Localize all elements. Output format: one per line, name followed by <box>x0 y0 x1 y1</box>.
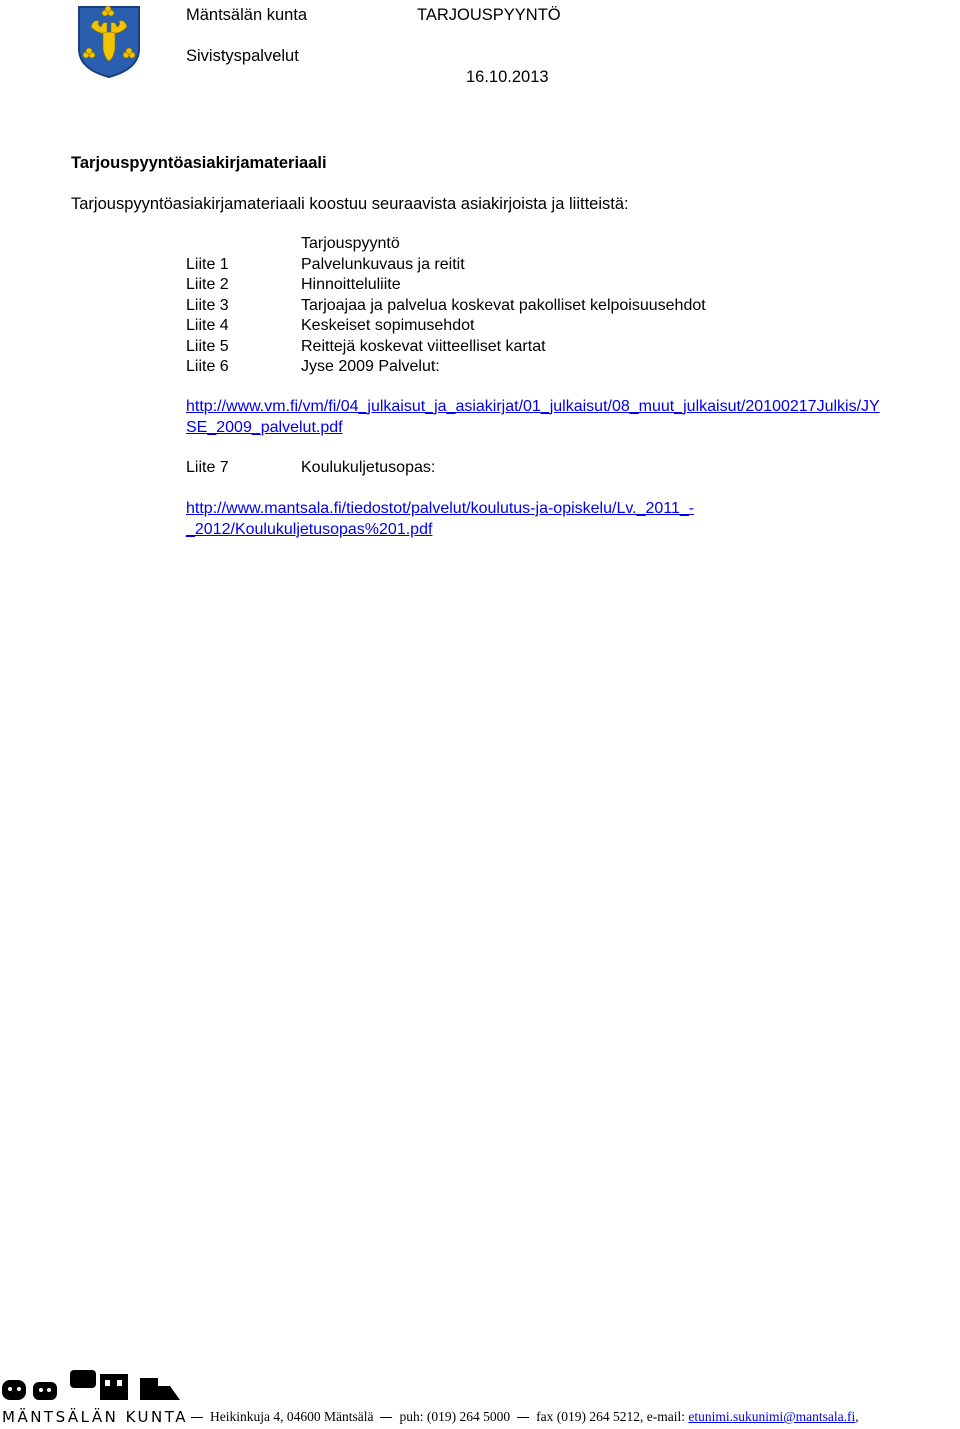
footer-contact <box>184 1409 859 1425</box>
footer-separator <box>380 1417 392 1418</box>
footer-separator <box>517 1417 529 1418</box>
footer-separator <box>191 1417 203 1418</box>
attachment-label: Liite 1 <box>186 256 229 273</box>
attachment-label: Liite 4 <box>186 317 229 334</box>
org-name: Mäntsälän kunta <box>186 6 308 24</box>
footer-email-link[interactable]: etunimi.sukunimi@mantsala.fi <box>688 1409 856 1424</box>
doc-type: TARJOUSPYYNTÖ <box>417 6 561 24</box>
attachment-label: Liite 6 <box>186 358 229 375</box>
page-title: Tarjouspyyntöasiakirjamateriaali <box>71 154 327 172</box>
footer-trailing: , <box>855 1409 859 1424</box>
attachment-label: Liite 2 <box>186 276 229 293</box>
attachment-desc: Jyse 2009 Palvelut: <box>301 358 440 375</box>
attachment-label: Liite 5 <box>186 338 229 355</box>
footer-logo-text: MÄNTSÄLÄN KUNTA <box>2 1408 188 1426</box>
doc-date: 16.10.2013 <box>466 68 549 86</box>
koulukuljetus-link-line1[interactable]: http://www.mantsala.fi/tiedostot/palvelut/koulutus-ja-opiskelu/Lv._2011_- <box>186 500 695 517</box>
jyse-link-line2[interactable]: SE_2009_palvelut.pdf <box>186 419 343 436</box>
department: Sivistyspalvelut <box>186 47 299 65</box>
attachment-desc: Tarjoajaa ja palvelua koskevat pakolliset kelpoisuusehdot <box>301 297 706 314</box>
attachment-desc: Hinnoitteluliite <box>301 276 401 293</box>
footer-address: Heikinkuja 4, 04600 Mäntsälä <box>210 1409 374 1424</box>
attachment-desc: Reittejä koskevat viitteelliset kartat <box>301 338 546 355</box>
attachment-label-7: Liite 7 <box>186 459 229 476</box>
footer-fax: fax (019) 264 5212, e-mail: <box>536 1409 689 1424</box>
jyse-link-line1[interactable]: http://www.vm.fi/vm/fi/04_julkaisut_ja_asiakirjat/01_julkaisut/08_muut_julkaisut/20100217Julkis/JY <box>186 398 880 415</box>
first-document: Tarjouspyyntö <box>301 235 400 252</box>
attachment-desc: Palvelunkuvaus ja reitit <box>301 256 465 273</box>
intro-text: Tarjouspyyntöasiakirjamateriaali koostuu seuraavista asiakirjoista ja liitteistä: <box>71 195 629 213</box>
attachment-label: Liite 3 <box>186 297 229 314</box>
attachment-desc-7: Koulukuljetusopas: <box>301 459 436 476</box>
coat-of-arms-logo <box>77 5 141 79</box>
attachment-desc: Keskeiset sopimusehdot <box>301 317 475 334</box>
koulukuljetus-link-line2[interactable]: _2012/Koulukuljetusopas%201.pdf <box>186 521 433 538</box>
footer-phone: puh: (019) 264 5000 <box>399 1409 511 1424</box>
